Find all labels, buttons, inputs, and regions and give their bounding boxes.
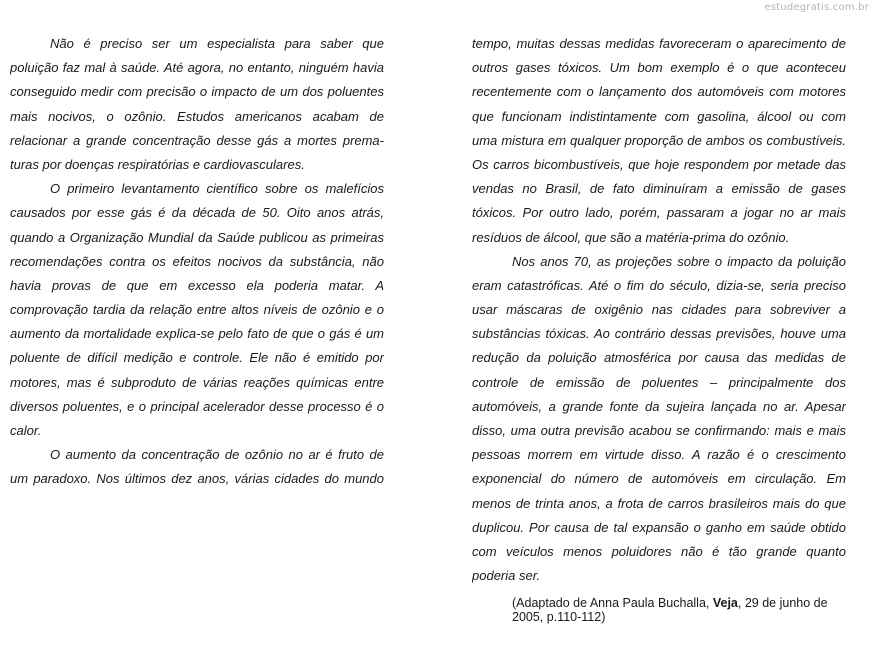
text-line: mais nocivos, o ozônio. Estudos americanos acabam de <box>10 108 384 124</box>
text-line: causados por esse gás é da década de 50. Oito anos atrás, <box>10 205 384 221</box>
text-line: conseguido medir com precisão o impacto de um dos poluentes <box>10 84 384 100</box>
watermark: estudegratis.com.br <box>764 2 869 13</box>
text-line: Não é preciso ser um especialista para saber que <box>50 36 384 51</box>
text-line: turas por doenças respiratórias e cardiovasculares. <box>10 156 305 172</box>
text-line: poluente de difícil medição e controle. Ele não é emitido por <box>10 350 384 366</box>
text-line: vendas no Brasil, de fato diminuíram a emissão de gases <box>472 181 846 197</box>
text-line: pessoas morrem em virtude disso. A razão é o crescimento <box>472 447 846 463</box>
source-citation <box>512 596 852 624</box>
text-line: havia provas de que em excesso ela poderia matar. A <box>10 277 384 293</box>
text-line: recomendações contra os efeitos nocivos da substância, não <box>10 253 384 269</box>
text-line: uma mistura em qualquer proporção de ambos os combustíveis. <box>472 132 846 148</box>
text-line: disso, uma outra previsão acabou se confirmando: mais e mais <box>472 423 846 438</box>
text-line: com veículos menos poluidores não é tão grande quanto <box>472 543 846 559</box>
text-line: resíduos de álcool, que são a matéria-prima do ozônio. <box>472 229 790 245</box>
left-column <box>10 32 384 492</box>
text-line: Os carros bicombustíveis, que hoje respondem por metade das <box>472 156 846 172</box>
text-line: Nos anos 70, as projeções sobre o impacto da poluição <box>512 253 846 269</box>
text-line: duplicou. Por causa de tal expansão o ganho em saúde obtido <box>472 519 846 535</box>
text-line: menos de trinta anos, a frota de carros brasileiros mais do que <box>472 495 846 511</box>
citation-publication: Veja <box>712 596 738 610</box>
text-line: relacionar a grande concentração desse gás a mortes prema- <box>10 132 384 148</box>
text-line: motores, mas é subproduto de várias reações químicas entre <box>10 374 384 390</box>
text-line: comprovação tardia da relação entre altos níveis de ozônio e o <box>10 302 384 318</box>
text-line: diversos poluentes, e o principal acelerador desse processo é o <box>10 398 384 414</box>
text-line: exponencial do número de automóveis em circulação. Em <box>472 471 846 487</box>
citation-suffix: , 29 de junho de 2005, p.110-112) <box>512 596 828 624</box>
text-line: recentemente com o lançamento dos automóveis com motores <box>472 84 846 100</box>
text-line: eram catastróficas. Até o fim do século, dizia-se, seria preciso <box>472 277 846 293</box>
text-line: outros gases tóxicos. Um bom exemplo é o que aconteceu <box>472 60 846 76</box>
text-line: O aumento da concentração de ozônio no ar é fruto de <box>50 447 384 463</box>
text-line: redução da poluição atmosférica por causa das medidas de <box>472 350 846 366</box>
text-line: usar máscaras de oxigênio nas cidades para sobreviver a <box>472 302 846 318</box>
text-line: quando a Organização Mundial da Saúde publicou as primeiras <box>10 229 384 245</box>
text-line: que funcionam indistintamente com gasolina, álcool ou com <box>472 108 846 124</box>
text-line: tóxicos. Por outro lado, porém, passaram a jogar no ar mais <box>472 205 846 221</box>
text-line: O primeiro levantamento científico sobre os malefícios <box>50 181 384 197</box>
text-line: calor. <box>10 423 42 438</box>
text-line: poluição faz mal à saúde. Até agora, no entanto, ninguém havia <box>10 60 384 76</box>
text-line: controle de emissão de poluentes – principalmente dos <box>472 374 846 390</box>
right-column <box>472 32 846 588</box>
text-line: substâncias tóxicas. Ao contrário dessas previsões, houve uma <box>472 326 846 342</box>
text-line: tempo, muitas dessas medidas favoreceram o aparecimento de <box>472 36 846 51</box>
text-line: aumento da mortalidade explica-se pelo fato de que o gás é um <box>10 326 384 342</box>
text-line: automóveis, a grande fonte da sujeira lançada no ar. Apesar <box>472 398 846 414</box>
text-line: poderia ser. <box>472 568 541 584</box>
citation-prefix: (Adaptado de Anna Paula Buchalla, <box>512 596 713 610</box>
text-line: um paradoxo. Nos últimos dez anos, várias cidades do mundo <box>10 471 384 487</box>
